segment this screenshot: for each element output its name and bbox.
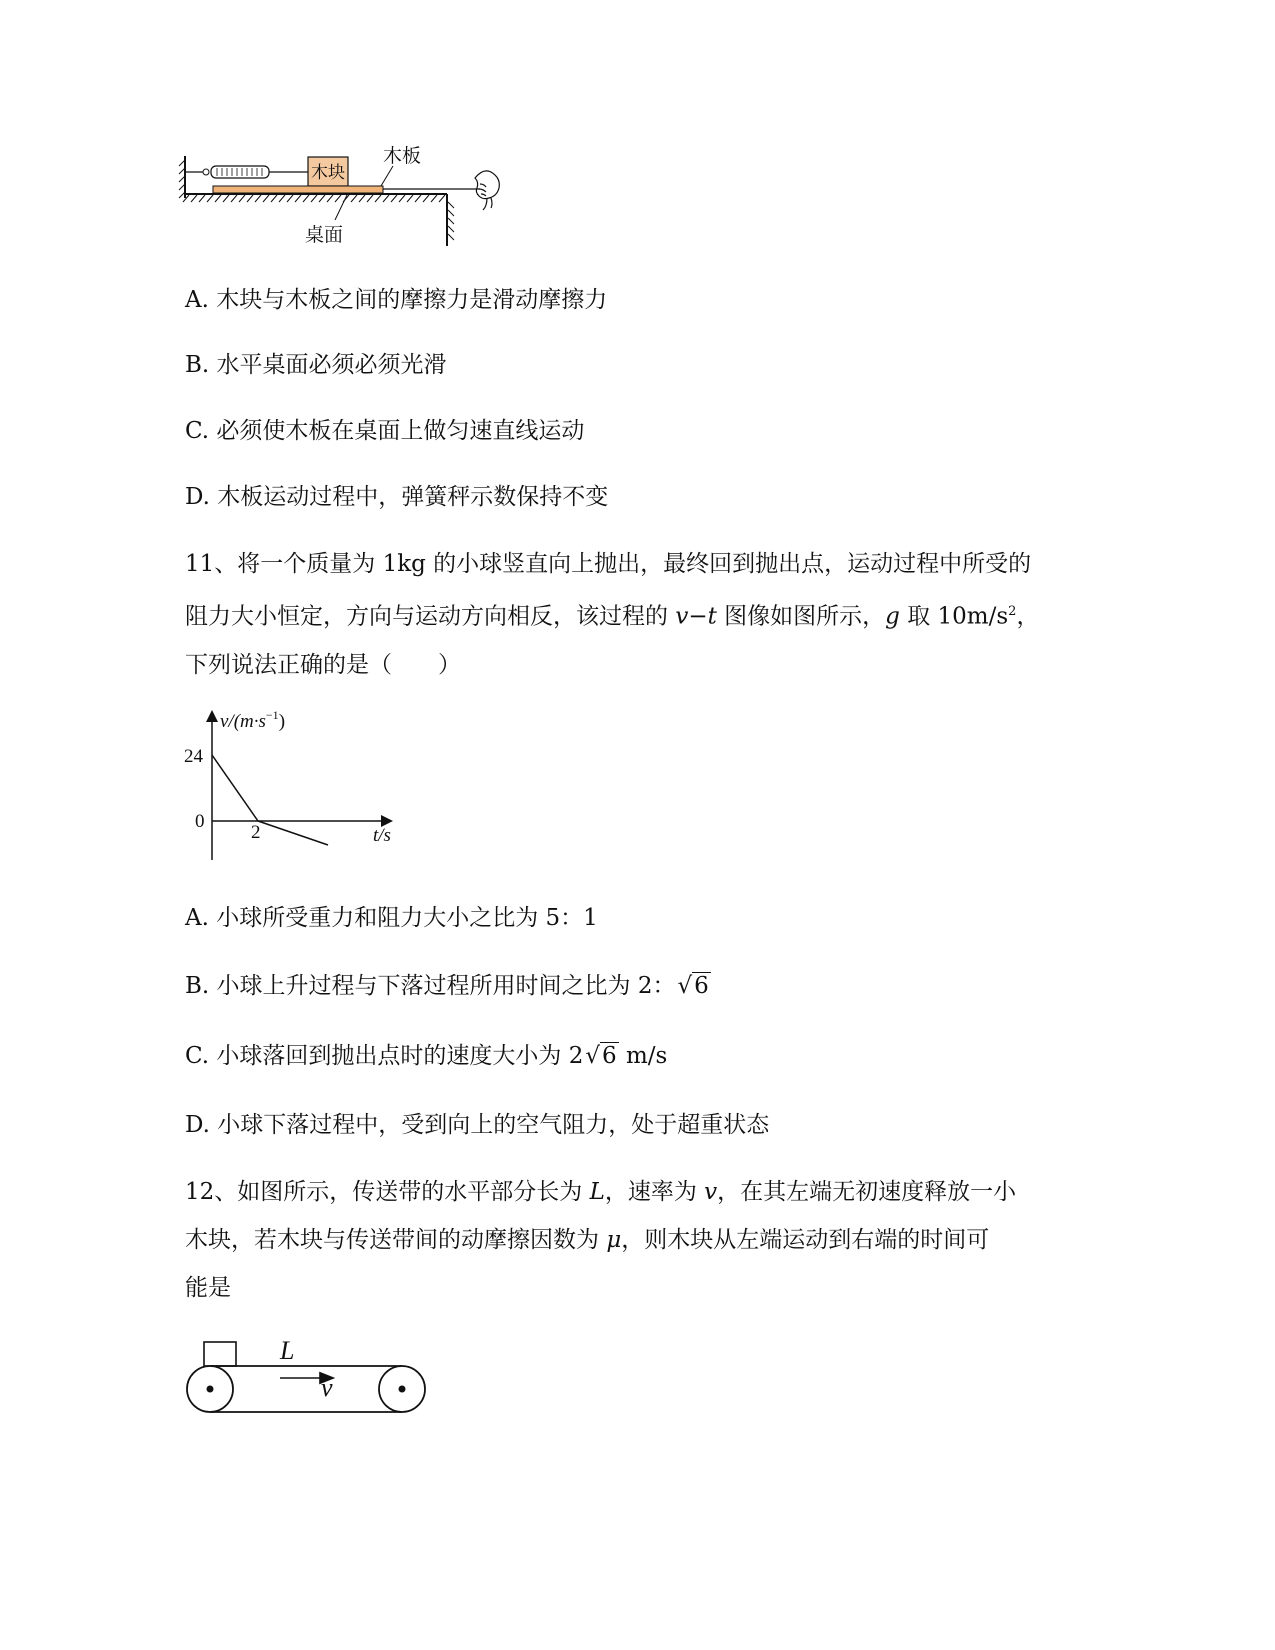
- block-label: 木块: [311, 163, 345, 183]
- friction-apparatus-figure: [175, 140, 515, 252]
- conveyor-block: [204, 1342, 236, 1366]
- vt-graph-figure: [180, 705, 410, 865]
- q11-option-a: A. 小球所受重力和阻力大小之比为 5：1: [185, 905, 598, 931]
- y-tick-0: 0: [195, 811, 205, 832]
- q11-line-3: 下列说法正确的是（ ）: [185, 651, 461, 678]
- y-axis-label: $v/(m\cdot s^{-1})$: [220, 708, 286, 732]
- descent-line: [258, 821, 328, 845]
- spring-scale: [185, 166, 308, 178]
- q11-line-2: 阻力大小恒定，方向与运动方向相反，该过程的 v−t 图像如图所示，g 取 $10m/s^2$，: [185, 603, 1040, 630]
- q12-stem: [185, 1168, 1085, 1312]
- x-tick-2: 2: [251, 822, 261, 843]
- q12-line-2: 木块，若木块与传送带间的动摩擦因数为 μ，则木块从左端运动到右端的时间可: [185, 1227, 990, 1253]
- q11-option-d: D. 小球下落过程中，受到向上的空气阻力，处于超重状态: [185, 1112, 770, 1138]
- q11-option-c: C. 小球落回到抛出点时的速度大小为 2√6 m/s: [185, 1043, 668, 1069]
- q11-line-1: 11、将一个质量为 1kg 的小球竖直向上抛出，最终回到抛出点，运动过程中所受的: [185, 551, 1032, 577]
- q10-option-a: A. 木块与木板之间的摩擦力是滑动摩擦力: [185, 287, 608, 313]
- y-tick-24: 24: [184, 746, 203, 767]
- q10-option-c: C. 必须使木板在桌面上做匀速直线运动: [185, 418, 585, 444]
- hand-icon: [475, 171, 499, 210]
- sqrt-symbol: √6: [585, 1043, 617, 1069]
- velocity-label: v: [321, 1373, 333, 1402]
- q10-option-d: D. 木板运动过程中，弹簧秤示数保持不变: [185, 484, 609, 510]
- length-label: L: [280, 1336, 295, 1365]
- table-label: 桌面: [305, 224, 344, 246]
- q11-option-b: B. 小球上升过程与下落过程所用时间之比为 2：√6: [185, 973, 709, 999]
- wood-board: [213, 186, 383, 193]
- ascent-line: [212, 755, 258, 821]
- q12-line-3: 能是: [185, 1275, 231, 1301]
- q10-option-b: B. 水平桌面必须必须光滑: [185, 352, 447, 378]
- q12-line-1: 12、如图所示，传送带的水平部分长为 L，速率为 v，在其左端无初速度释放一小: [185, 1179, 1017, 1205]
- conveyor-belt-figure: [180, 1330, 440, 1425]
- sqrt-symbol: √6: [677, 973, 709, 999]
- x-axis-label: t/s: [373, 825, 391, 846]
- q11-stem: [185, 540, 1085, 689]
- board-label: 木板: [383, 145, 422, 167]
